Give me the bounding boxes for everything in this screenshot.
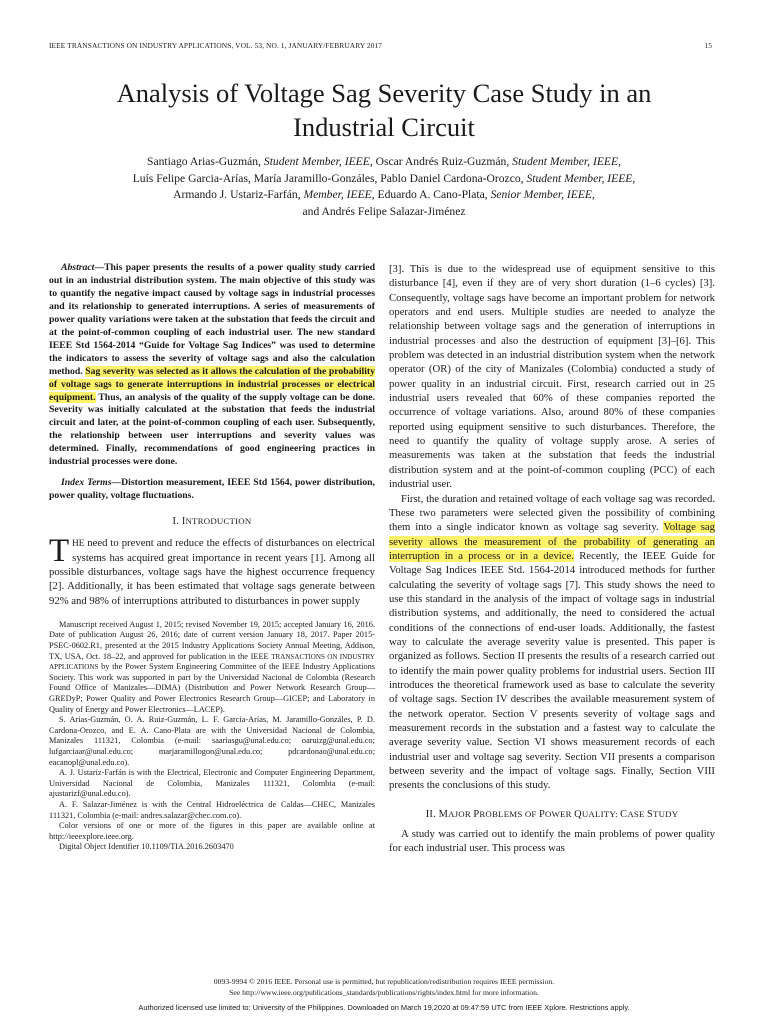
author-text: Luís Felipe Garcia-Arías, María Jaramillo-Gonzáles, Pablo Daniel Cardona-Orozco, [132, 171, 527, 185]
author-text: , [632, 171, 636, 185]
sc-rest: AJOR [448, 808, 474, 819]
author-role: Student Member, IEEE [263, 155, 370, 168]
author-role: Member, IEEE [303, 188, 372, 201]
sc-initial: P [473, 808, 480, 820]
paragraph-1: [3]. This is due to the widespread use of equipment sensitive to this disturbance [4], even if they are of very short duration (1–6 cycles) [3]. Consequently, voltage sags have become an important problem for network operators and end users. Multiple studies are needed to analyze the relationship between voltage sags and the generation of interruptions in industrial processes and also the destruction of equipment [3]–[6]. This problem was detected in an industrial distribution system when the network operator (OR) of the city of Manizales (Colombia) conducted a study of power quality in an industrial circuit. First, research carried out in 25 industrial users revealed that 60% of these companies reported the occurrence of voltage variations. Also, around 80% of these companies reported using equipment sensitive to such disturbances. Therefore, the need to quantify the quality of voltage supply arose. A series of measurements was taken at the substation that feeds the industrial distribution system and at the point-of-common coupling (PCC) of each industrial user. [389, 263, 715, 491]
footnote-text: Manuscript received August 1, 2015; revised November 19, 2015; accepted January 16, 2016. Date of publication August 26, 2016; date of current version January 18, 2017. Paper 2015-PSEC-0602.R1, presented at the 2015 Industry Applications Society Annual Meeting, Addison, TX, USA, Oct. 18–22, and approved for publication in the IEEE [49, 619, 375, 661]
section-heading-introduction [49, 516, 375, 527]
title-line-2: Industrial Circuit [293, 112, 475, 142]
author-text: Armando J. Ustariz-Farfán, [173, 188, 304, 201]
paragraph-3: A study was carried out to identify the main problems of power quality for each industrial user. This process was [389, 827, 715, 855]
abstract-text: This paper presents the results of a power quality study carried out in an industrial distribution system. The main objective of this study was to quantify the negative impact caused by voltage sags in industrial processes and its relationship to generated interruptions. A series of measurements of power quality variations were taken at the substation that feeds the circuit and at the point-of-common coupling of each industrial user. The new standard IEEE Std 1564-2014 “Guide for Voltage Sag Indices” was used to determine the indicators to assess the severity of voltage sags and also the calculation method. [49, 262, 375, 377]
sc-initial: P [538, 808, 545, 820]
authors-line-4: and Andrés Felipe Salazar-Jiménez [302, 204, 466, 218]
footnote-text: by the Power System Engineering Committee of the IEEE Industry Applications Society. This work was supported in part by the Universidad Nacional de Colombia (Research Found Office of Manizales—DIMA) (Distribution and Power Network Research Group—GREDyP; Power Quality and Power Electronics Research Group—GICEP; and Laboratory in Quality of Energy and Power Electronics—LACEP). [49, 662, 375, 714]
abstract [49, 262, 375, 469]
author-text: Santiago Arias-Guzmán, [147, 155, 264, 168]
drop-cap: T [49, 533, 70, 570]
right-column-text [389, 262, 715, 793]
section-2-text [389, 827, 715, 856]
paper-title [0, 76, 768, 144]
index-terms [49, 477, 375, 503]
index-terms-label: Index Terms [61, 477, 112, 489]
sc-rest: TUDY [652, 808, 679, 819]
author-role: Student Member, IEEE [526, 171, 633, 185]
author-list [40, 154, 728, 220]
author-role: Student Member, IEEE [512, 155, 619, 168]
sc-rest: OWER [544, 808, 575, 819]
right-column [389, 262, 715, 855]
author-text: , Oscar Andrés Ruiz-Guzmán, [369, 155, 513, 168]
sc-initial: S [647, 808, 653, 820]
introduction-text [49, 533, 375, 608]
sc-rest: UALITY: [581, 808, 621, 819]
author-text: , [618, 155, 621, 168]
footnote-manuscript [49, 620, 375, 715]
authors-line-3 [40, 187, 728, 204]
abstract-highlight: Sag severity was selected as it allows the calculation of the probability of voltage sags to generate interruptions in industrial processes or electrical equipment. [49, 365, 375, 403]
intro-text: need to prevent and reduce the effects of disturbances on electrical systems has acquired great importance in recent years [1]. Among all possible disturbances, voltage sags have the highest occurrence frequency [2]. Additionally, it has been estimated that voltage sags generate between 92% and 98% of interruptions attributed to disturbances in power supply [49, 537, 375, 607]
authors-line-2 [40, 171, 728, 188]
sc-initial: Q [574, 808, 582, 820]
index-terms-dash: — [111, 477, 122, 489]
license-footer: Authorized licensed use limited to: University of the Philippines. Downloaded on March 19,2020 at 09:47:59 UTC from IEEE Xplore. Restrictions apply. [138, 1003, 630, 1012]
section-number: I. [172, 516, 182, 528]
sc-rest: ASE [627, 808, 647, 819]
sc-rest: ROBLEMS OF [479, 808, 539, 819]
section-number: II. [425, 808, 439, 820]
highlighted-text: Voltage sag severity allows the measurement of the probability of generating an interruption in a process or in a device. [389, 521, 715, 562]
footnote-doi: Digital Object Identifier 10.1109/TIA.2016.2603470 [59, 842, 234, 852]
intro-paragraph [49, 533, 375, 608]
author-role: Senior Member, IEEE [490, 188, 592, 201]
footnote-affiliation-2: A. J. Ustariz-Farfán is with the Electrical, Electronic and Computer Engineering Department, Universidad Nacional de Colombia, Manizales 111321, Colombia (e-mail: ajustarizf@unal.edu.co). [49, 768, 375, 799]
footnote-color: Color versions of one or more of the figures in this paper are available online at http://ieeexplore.ieee.org. [49, 821, 375, 841]
running-header [49, 41, 712, 50]
title-line-1: Analysis of Voltage Sag Severity Case Study in an [116, 78, 652, 108]
author-text: , Eduardo A. Cano-Plata, [371, 188, 491, 201]
sc-initial: C [620, 808, 628, 820]
paragraph-text: First, the duration and retained voltage of each voltage sag was recorded. These two parameters were selected given the possibility of combining them into a single indicator known as voltage sag severity. [389, 492, 715, 534]
copyright-line-1: 0093-9994 © 2016 IEEE. Personal use is permitted, but republication/redistribution requires IEEE permission. [213, 977, 555, 986]
section-title-rest: NTRODUCTION [185, 516, 252, 527]
abstract-text-cont: Thus, an analysis of the quality of the supply voltage can be done. Severity was initially calculated at the substation that feeds the industrial circuit and later, at the point-of-common coupling of each user. Subsequently, the relationship between user interruptions and severity values was determined. Finally, recommendations of good engineering practices in industrial processes were done. [49, 391, 375, 468]
footnote-affiliation-1: S. Arias-Guzmán, O. A. Ruiz-Guzmán, L. F. Garcia-Arías, M. Jaramillo-Gonzáles, P. D. Cardona-Orozco, and E. A. Cano-Plata are with the Universidad Nacional de Colombia, Manizales 111321, Colombia (e-mail: saariasgu@unal.edu.co; oaruizg@unal.edu.co; lufgarciaar@unal.edu.co; marjaramillogon@unal.edu.co; pdcardonao@unal.edu.co; eacanopl@unal.edu.co). [49, 715, 375, 767]
abstract-label: Abstract [61, 262, 95, 273]
abstract-dash: — [94, 262, 105, 273]
index-terms-text: Distortion measurement, IEEE Std 1564, power distribution, power quality, voltage fluctuations. [49, 477, 375, 502]
footnotes [49, 620, 375, 853]
drop-cap-rest: HE [72, 538, 85, 549]
footnote-affiliation-3: A. F. Salazar-Jiménez is with the Central Hidroeléctrica de Caldas—CHEC, Manizales 111321, Colombia (e-mail: andres.salazar@chec.com.co). [49, 799, 375, 820]
sc-initial: M [438, 808, 449, 820]
journal-smallcaps: TRANSACTIONS ON INDUSTRY APPLICATIONS [49, 652, 375, 672]
author-text: , [591, 188, 595, 201]
section-title-initial: I [181, 516, 186, 528]
authors-line-1 [40, 154, 728, 171]
page-number: 15 [704, 41, 712, 50]
journal-name: IEEE TRANSACTIONS ON INDUSTRY APPLICATIONS, VOL. 53, NO. 1, JANUARY/FEBRUARY 2017 [49, 41, 383, 50]
paragraph-text: Recently, the IEEE Guide for Voltage Sag Indices IEEE Std. 1564-2014 introduced methods for further calculating the severity of voltage sags [7]. This study shows the need to use this standard in the analysis of the impact of voltage sags in industrial distribution systems, and additionally, the need to considered the actual conditions of the connections of end-user loads. Additionally, the fastest way to calculate the average severity value is presented. This paper is organized as follows. Section II presents the results of a research carried out to identify the main power quality problems for industrial users. Section III introduces the theoretical framework used as base to calculate the severity of voltage sags. Section IV describes the available measurement system of the network operator. Section V presents severity of voltage sags and measurement records in the substation and a fastest way to calculate the average severity value. Section VI shows measurement records of each industrial user and voltage sag severity. Section VII presents a comparison between severity and the impact of voltage sags. Finally, Section VIII presents the conclusions of this study. [389, 549, 715, 792]
section-heading-major-problems [389, 809, 715, 820]
copyright-line-2: See http://www.ieee.org/publications_standards/publications/rights/index.html for more information. [229, 987, 539, 997]
left-column [49, 262, 375, 853]
paragraph-2 [389, 492, 715, 793]
copyright-notice [0, 977, 768, 998]
